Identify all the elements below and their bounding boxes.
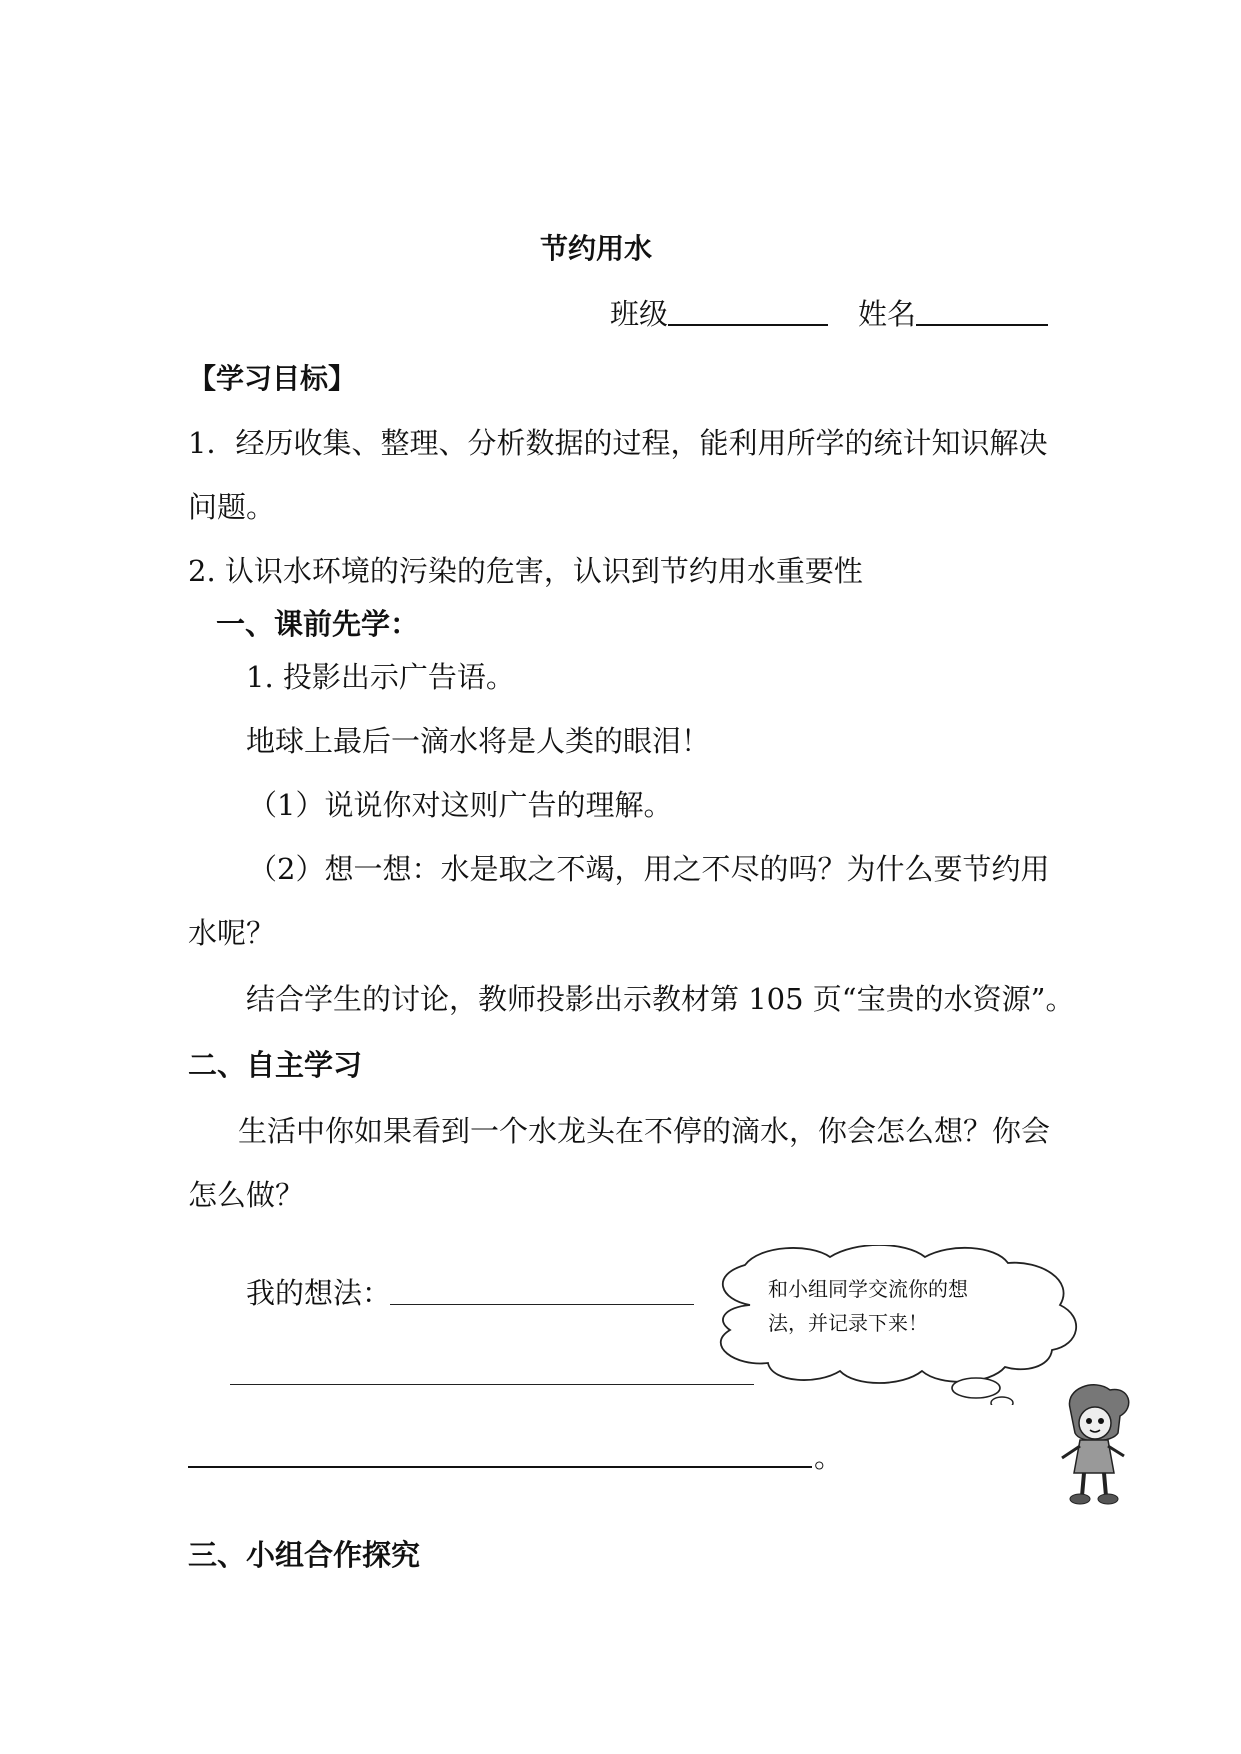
name-blank[interactable] [916,324,1048,326]
slogan-text: 地球上最后一滴水将是人类的眼泪！ [246,724,711,758]
class-label: 班级 [610,297,669,331]
section-3-heading: 三、小组合作探究 [188,1538,421,1572]
question-2-cont: 水呢？ [188,916,276,950]
goal-item-2: 2. 认识水环境的污染的危害，认识到节约用水重要性 [188,554,863,588]
page-title: 节约用水 [540,232,653,265]
goal-item-1: 1．经历收集、整理、分析数据的过程，能利用所学的统计知识解决 [188,426,1048,460]
cartoon-girl-icon [1040,1378,1140,1508]
idea-blank-2[interactable] [230,1384,754,1385]
question-1: （1）说说你对这则广告的理解。 [248,788,673,822]
my-idea-label: 我的想法： [246,1276,392,1310]
section-2-question: 生活中你如果看到一个水龙头在不停的滴水，你会怎么想？你会 [238,1114,1051,1148]
goals-heading: 【学习目标】 [188,362,357,395]
section-2-question-cont: 怎么做？ [188,1178,305,1212]
section-1-line: 1. 投影出示广告语。 [246,660,515,694]
section-1-note: 结合学生的讨论，教师投影出示教材第 105 页“宝贵的水资源”。 [246,982,1075,1016]
idea-blank-1[interactable] [390,1304,694,1305]
bubble-text: 和小组同学交流你的想法，并记录下来！ [768,1277,968,1335]
end-mark: 。 [814,1440,844,1474]
section-2-heading: 二、自主学习 [188,1048,363,1082]
goal-item-1-cont: 问题。 [188,490,276,524]
name-label: 姓名 [858,297,917,331]
question-2: （2）想一想：水是取之不竭，用之不尽的吗？为什么要节约用 [248,852,1050,886]
section-1-heading: 一、课前先学： [216,607,420,641]
idea-blank-3[interactable] [188,1466,812,1468]
class-blank[interactable] [668,324,828,326]
